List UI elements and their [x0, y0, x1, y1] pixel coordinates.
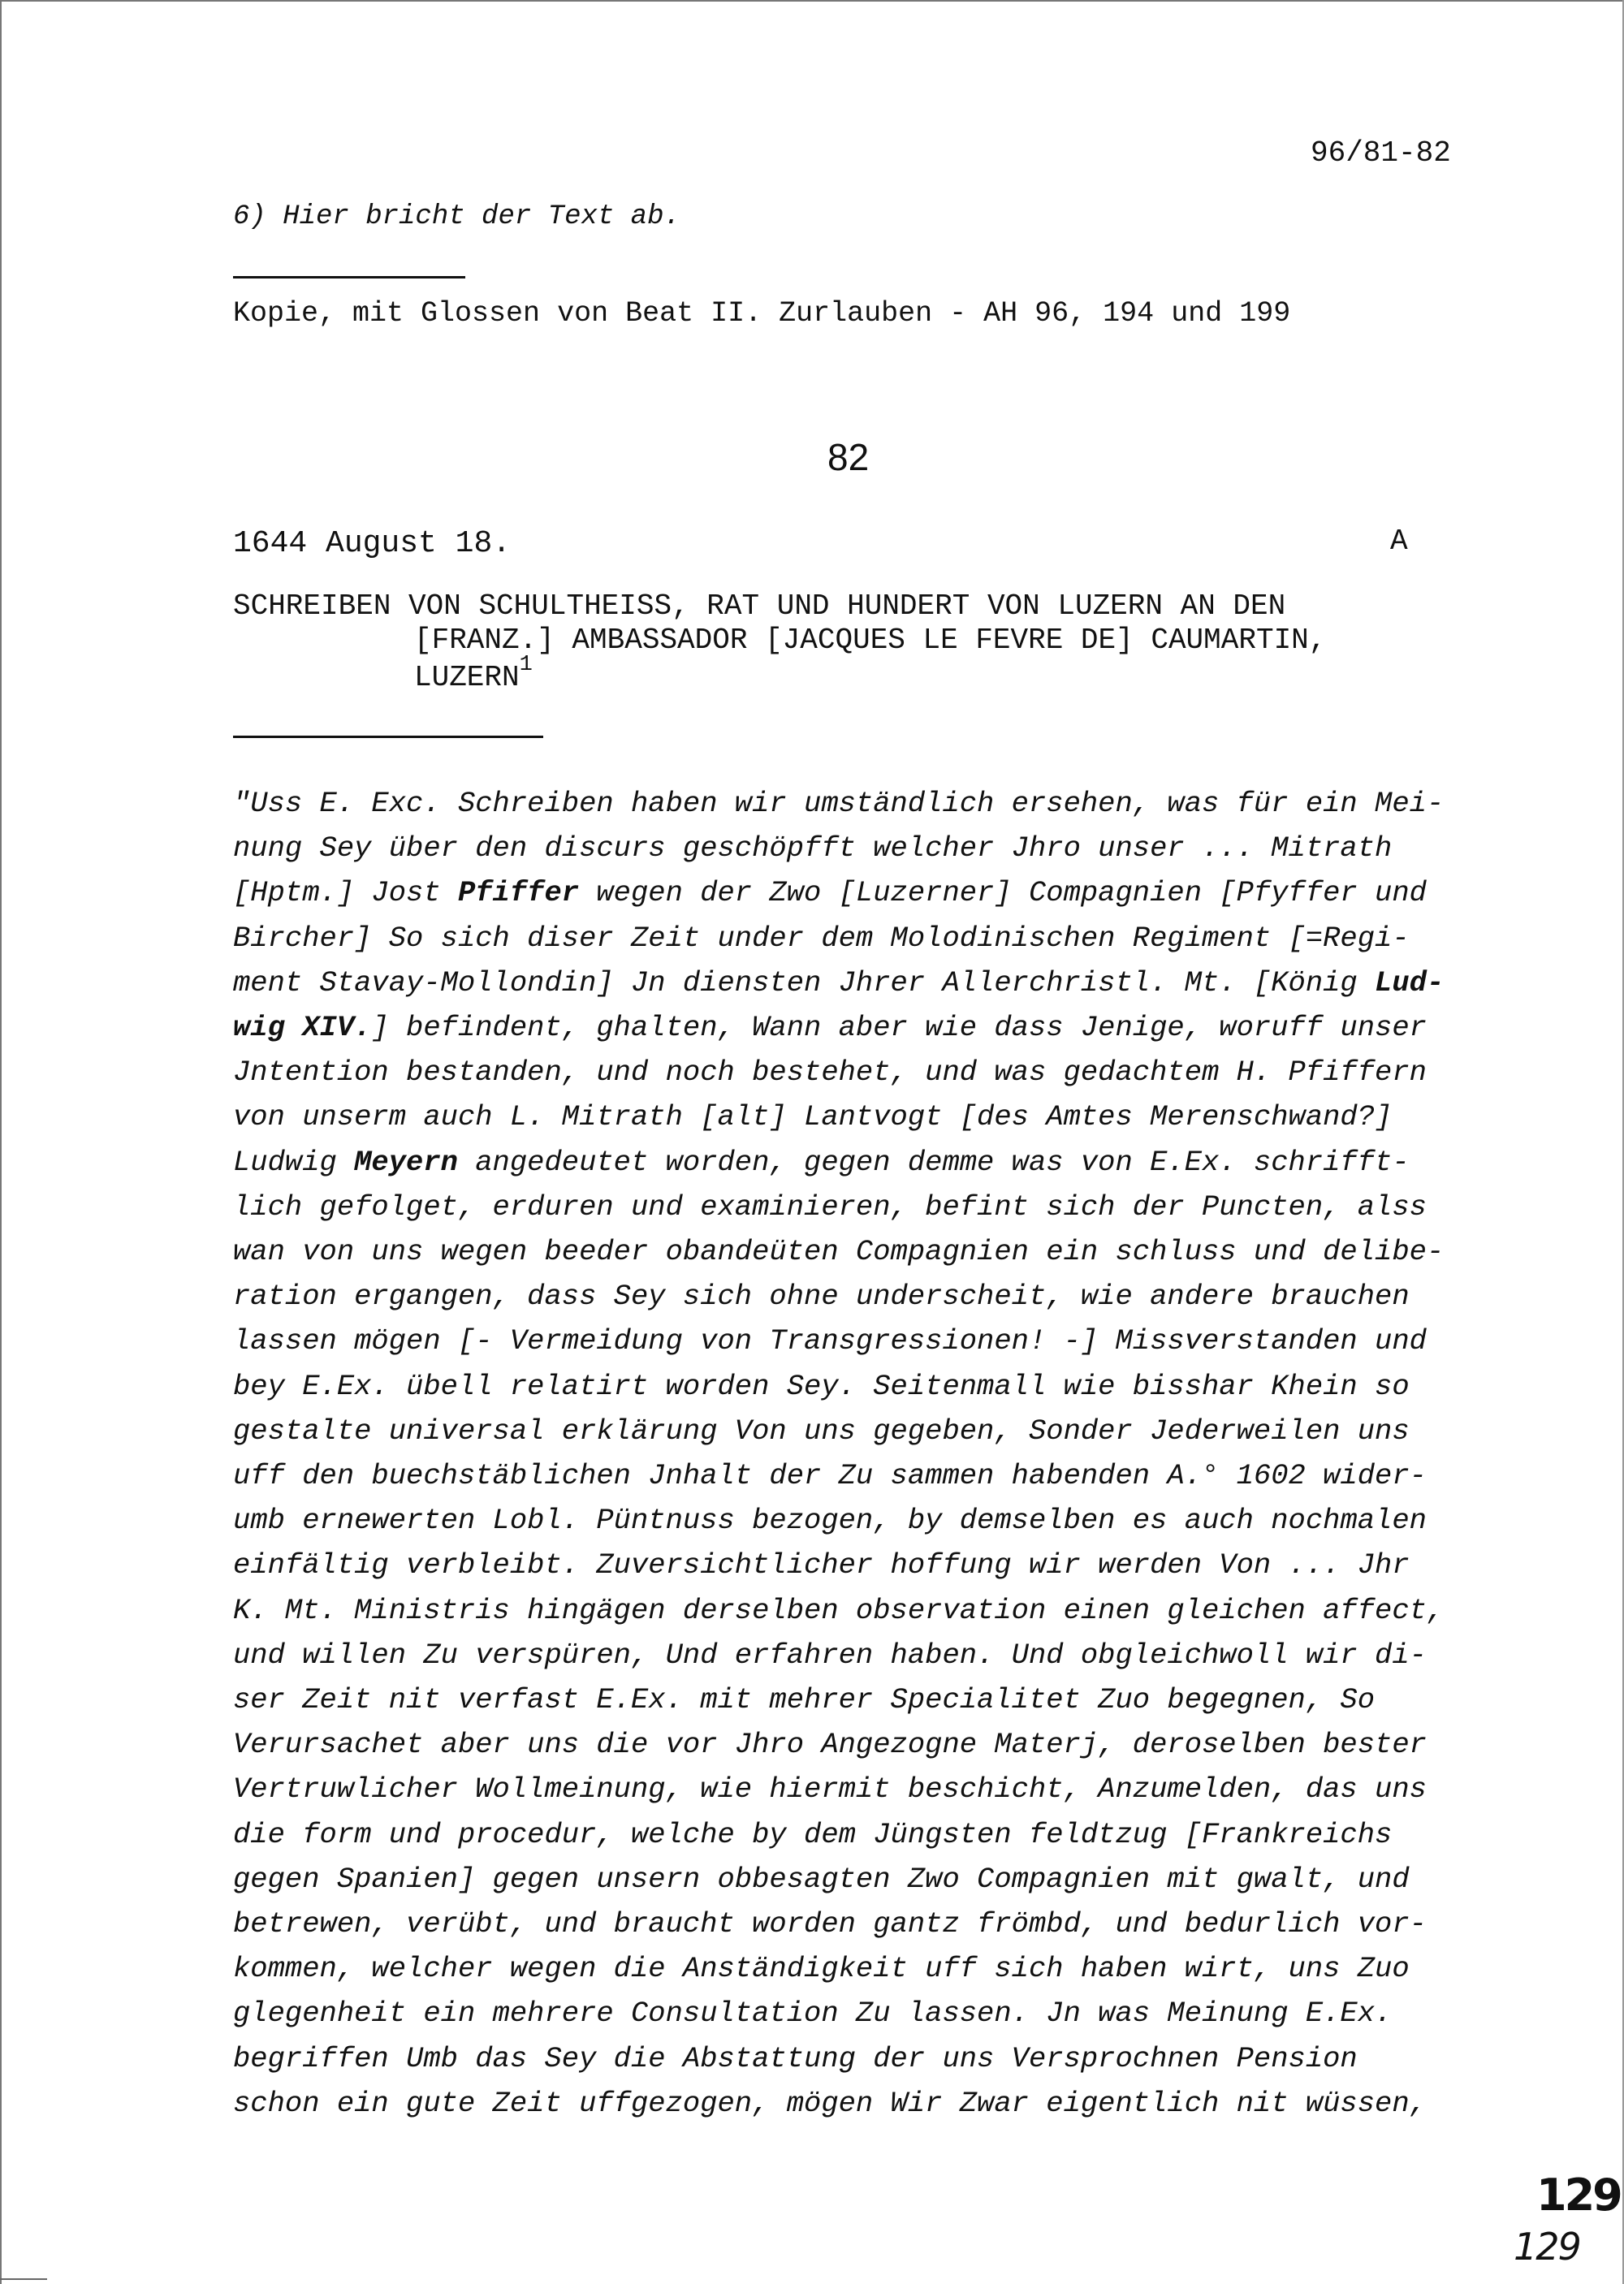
body-line: schon ein gute Zeit uffgezogen, mögen Wir Zwar eigentlich nit wüssen, — [233, 2086, 1427, 2120]
body-line: ration ergangen, dass Sey sich ohne underscheit, wie andere brauchen — [233, 1280, 1410, 1314]
body-line: Verursachet aber uns die vor Jhro Angezogne Materj, deroselben bester — [233, 1728, 1427, 1762]
body-line: ser Zeit nit verfast E.Ex. mit mehrer Specialitet Zuo begegnen, So — [233, 1683, 1376, 1717]
body-line: uff den buechstäblichen Jnhalt der Zu sammen habenden A.° 1602 wider- — [233, 1459, 1427, 1493]
name-emphasis: Pfiffer — [457, 876, 580, 910]
name-emphasis: wig XIV. — [233, 1011, 372, 1045]
body-line: Bircher] So sich diser Zeit under dem Molodinischen Regiment [=Regi- — [233, 921, 1410, 955]
body-line: gestalte universal erklärung Von uns gegeben, Sonder Jederweilen uns — [233, 1414, 1410, 1448]
body-line: wan von uns wegen beeder obandeüten Compagnien ein schluss und delibe- — [233, 1235, 1445, 1269]
body-line: betrewen, verübt, und braucht worden gantz frömbd, und bedurlich vor- — [233, 1907, 1427, 1941]
title-footnote-marker: 1 — [519, 653, 533, 677]
document-title-line-1: SCHREIBEN VON SCHULTHEISS, RAT UND HUNDERT VON LUZERN AN DEN — [233, 589, 1286, 623]
document-title-line-3 — [414, 653, 533, 694]
separator-rule — [233, 276, 465, 278]
name-emphasis: Lud- — [1375, 965, 1445, 1000]
page-border-left — [0, 0, 2, 2284]
body-line: Jntention bestanden, und noch bestehet, und was gedachtem H. Pfiffern — [233, 1056, 1427, 1090]
body-line: begriffen Umb das Sey die Abstattung der uns Versprochnen Pension — [233, 2041, 1358, 2075]
page-border-top — [0, 0, 1624, 2]
body-line: Vertruwlicher Wollmeinung, wie hiermit beschicht, Anzumelden, das uns — [233, 1772, 1427, 1807]
title-place: LUZERN — [414, 661, 520, 694]
body-line: "Uss E. Exc. Schreiben haben wir umständlich ersehen, was für ein Mei- — [233, 787, 1445, 820]
handwritten-page-number: 129 — [1536, 2170, 1621, 2221]
body-line: Ludwig Meyern angedeutet worden, gegen demme was von E.Ex. schrifft- — [233, 1145, 1410, 1179]
name-emphasis: Meyern — [354, 1145, 458, 1179]
handwritten-page-number-secondary: 129 — [1514, 2225, 1580, 2269]
body-line: gegen Spanien] gegen unsern obbesagten Zwo Compagnien mit gwalt, und — [233, 1862, 1410, 1896]
body-line: K. Mt. Ministris hingägen derselben observation einen gleichen affect, — [233, 1593, 1445, 1627]
source-citation: Kopie, mit Glossen von Beat II. Zurlauben - AH 96, 194 und 199 — [233, 297, 1291, 330]
footnote-text: 6) Hier bricht der Text ab. — [233, 201, 680, 232]
title-separator-rule — [233, 736, 543, 738]
body-line: umb ernewerten Lobl. Püntnuss bezogen, by demselben es auch nochmalen — [233, 1504, 1427, 1538]
body-line: [Hptm.] Jost Pfiffer wegen der Zwo [Luzerner] Compagnien [Pfyffer und — [233, 876, 1427, 910]
document-number: 82 — [827, 436, 870, 478]
body-line: einfältig verbleibt. Zuversichtlicher hoffung wir werden Von ... Jhr — [233, 1548, 1410, 1582]
body-line: glegenheit ein mehrere Consultation Zu lassen. Jn was Meinung E.Ex. — [233, 1997, 1393, 2031]
body-line: lich gefolget, erduren und examinieren, befint sich der Puncten, alss — [233, 1189, 1427, 1224]
body-line: nung Sey über den discurs geschöpfft welcher Jhro unser ... Mitrath — [233, 831, 1393, 866]
body-line: und willen Zu verspüren, Und erfahren haben. Und obgleichwoll wir di- — [233, 1638, 1427, 1672]
body-line: lassen mögen [- Vermeidung von Transgressionen! -] Missverstanden und — [233, 1324, 1427, 1358]
body-line: ment Stavay-Mollondin] Jn diensten Jhrer Allerchristl. Mt. [König Lud- — [233, 965, 1445, 1000]
document-date: 1644 August 18. — [233, 526, 512, 561]
document-reference: 96/81-82 — [1311, 136, 1451, 170]
document-letter: A — [1390, 525, 1408, 558]
letter-body — [233, 781, 1488, 2126]
body-line: die form und procedur, welche by dem Jüngsten feldtzug [Frankreichs — [233, 1817, 1393, 1851]
body-line: bey E.Ex. übell relatirt worden Sey. Seitenmall wie bisshar Khein so — [233, 1369, 1410, 1403]
page-border-bottom-mark — [0, 2278, 47, 2280]
body-line: von unserm auch L. Mitrath [alt] Lantvogt [des Amtes Merenschwand?] — [233, 1100, 1393, 1134]
body-line: wig XIV.] befindent, ghalten, Wann aber wie dass Jenige, woruff unser — [233, 1011, 1427, 1045]
body-line: kommen, welcher wegen die Anständigkeit uff sich haben wirt, uns Zuo — [233, 1952, 1410, 1986]
document-title-line-2: [FRANZ.] AMBASSADOR [JACQUES LE FEVRE DE] CAUMARTIN, — [414, 624, 1327, 657]
